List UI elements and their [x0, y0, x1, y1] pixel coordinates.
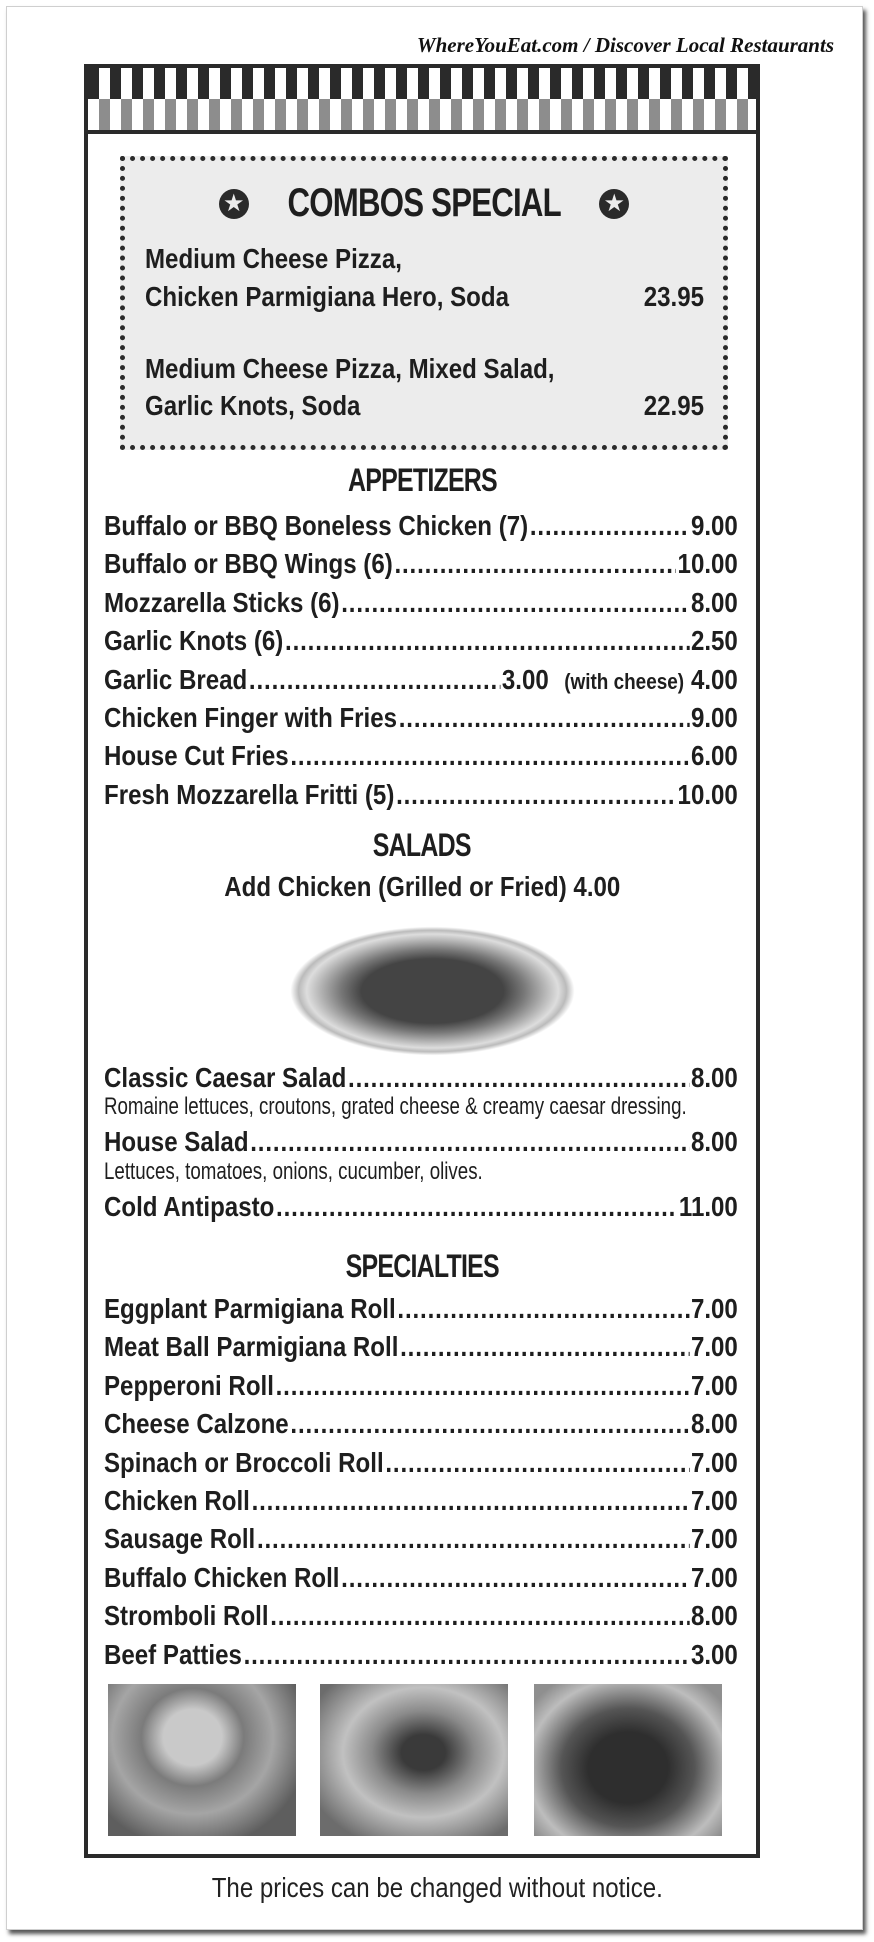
item-name: Mozzarella Sticks (6)	[104, 586, 340, 618]
item-price: 8.00	[690, 1600, 738, 1632]
combo-text: Chicken Parmigiana Hero, Soda	[145, 281, 509, 312]
salads-list	[104, 1059, 738, 1226]
item-price: 11.00	[678, 1190, 738, 1222]
item-name: Chicken Finger with Fries	[104, 701, 398, 733]
combo-1-line-1	[145, 243, 703, 275]
item-name: Cold Antipasto	[104, 1190, 275, 1222]
item-price: 8.00	[690, 586, 738, 618]
menu-item-row	[104, 507, 738, 545]
dot-leader	[249, 661, 500, 699]
menu-box	[84, 64, 760, 1858]
item-name: House Cut Fries	[104, 740, 289, 772]
dot-leader	[257, 1520, 689, 1558]
item-price: 2.50	[690, 625, 738, 657]
menu-item-row	[104, 1597, 738, 1635]
item-price: 8.00	[690, 1126, 738, 1158]
menu-item-row	[104, 584, 738, 622]
item-price-with-cheese: 4.00	[690, 663, 738, 695]
menu-item-row	[104, 1482, 738, 1520]
dot-leader	[397, 1290, 689, 1328]
dot-leader	[276, 1367, 690, 1405]
menu-item-row	[104, 776, 738, 814]
menu-item-row	[104, 1290, 738, 1328]
site-header: WhereYouEat.com / Discover Local Restaurants	[416, 33, 834, 57]
dot-leader	[244, 1636, 690, 1674]
menu-item-row	[104, 1636, 738, 1674]
item-name: House Salad	[104, 1126, 249, 1158]
combo-text: Medium Cheese Pizza,	[145, 243, 402, 274]
combos-title	[125, 181, 723, 226]
add-chicken-text: Add Chicken (Grilled or Fried) 4.00	[223, 871, 621, 902]
item-price: 7.00	[690, 1523, 738, 1555]
salad-photo	[289, 926, 576, 1056]
salads-heading	[88, 827, 756, 864]
combo-text: Garlic Knots, Soda	[145, 390, 361, 421]
star-icon: ★	[219, 189, 249, 219]
item-price: 9.00	[690, 510, 738, 541]
item-price: 6.00	[690, 740, 738, 772]
appetizers-heading	[88, 462, 756, 499]
dot-leader	[394, 545, 675, 583]
wings-photo	[534, 1684, 722, 1836]
item-note: (with cheese)	[564, 668, 685, 694]
item-name: Cheese Calzone	[104, 1408, 289, 1440]
menu-item-row	[104, 699, 738, 737]
dot-leader	[290, 1405, 689, 1443]
combo-2-line-2	[145, 390, 703, 422]
menu-item-row	[104, 545, 738, 583]
item-name: Garlic Bread	[104, 663, 248, 695]
item-name: Chicken Roll	[104, 1484, 250, 1516]
notice-text: The prices can be changed without notice.	[211, 1872, 663, 1903]
roll-photo	[320, 1684, 508, 1836]
item-name: Eggplant Parmigiana Roll	[104, 1293, 396, 1324]
menu-item-row	[104, 737, 738, 775]
item-price: 7.00	[690, 1446, 738, 1478]
dot-leader	[341, 1559, 689, 1597]
item-name: Stromboli Roll	[104, 1600, 269, 1632]
item-name: Buffalo or BBQ Wings (6)	[104, 548, 393, 580]
menu-item-row	[104, 1367, 738, 1405]
item-price: 3.00	[690, 1638, 738, 1670]
menu-item-row	[104, 622, 738, 660]
item-name: Classic Caesar Salad	[104, 1062, 347, 1093]
item-price: 10.00	[677, 548, 738, 580]
menu-item-row	[104, 1188, 738, 1226]
combo-1-line-2	[145, 281, 703, 313]
specialties-heading	[88, 1248, 756, 1285]
combos-title-text: COMBOS SPECIAL	[287, 181, 561, 225]
item-price: 8.00	[690, 1062, 738, 1093]
item-name: Garlic Knots (6)	[104, 625, 284, 657]
dot-leader	[399, 699, 689, 737]
combo-2-line-1	[145, 353, 703, 385]
dot-leader	[385, 1444, 689, 1482]
item-price: 7.00	[690, 1484, 738, 1516]
item-name: Beef Patties	[104, 1638, 242, 1670]
item-name: Buffalo or BBQ Boneless Chicken (7)	[104, 510, 529, 541]
menu-item-row	[104, 1123, 738, 1161]
item-name: Meat Ball Parmigiana Roll	[104, 1331, 399, 1363]
appetizers-list	[104, 507, 738, 814]
combos-special-box	[120, 156, 728, 450]
menu-item-row	[104, 1328, 738, 1366]
combo-text: Medium Cheese Pizza, Mixed Salad,	[145, 353, 555, 384]
dot-leader	[348, 1059, 689, 1097]
specialties-list	[104, 1290, 738, 1674]
dot-leader	[270, 1597, 689, 1635]
dot-leader	[250, 1123, 689, 1161]
item-name: Fresh Mozzarella Fritti (5)	[104, 778, 395, 810]
calzone-photo	[108, 1684, 296, 1836]
heading-text: SALADS	[373, 827, 471, 863]
menu-item-row	[104, 1059, 738, 1097]
item-price: 3.00	[501, 663, 549, 695]
item-description: Romaine lettuces, croutons, grated cheese & creamy caesar dressing.	[104, 1093, 687, 1121]
item-name: Sausage Roll	[104, 1523, 256, 1555]
item-name: Spinach or Broccoli Roll	[104, 1446, 384, 1478]
dot-leader	[400, 1328, 689, 1366]
item-name: Buffalo Chicken Roll	[104, 1561, 340, 1593]
menu-item-row	[104, 661, 738, 699]
menu-item-row	[104, 1559, 738, 1597]
item-price: 8.00	[690, 1408, 738, 1440]
heading-text: SPECIALTIES	[345, 1248, 499, 1284]
combo-price: 22.95	[643, 390, 704, 421]
item-price: 7.00	[690, 1369, 738, 1401]
checkered-border	[88, 68, 756, 134]
menu-item-row	[104, 1520, 738, 1558]
menu-item-row	[104, 1405, 738, 1443]
dot-leader	[276, 1188, 677, 1226]
item-price: 7.00	[690, 1293, 738, 1324]
dot-leader	[341, 584, 689, 622]
price-notice	[0, 1872, 874, 1904]
item-price: 7.00	[690, 1561, 738, 1593]
combo-price: 23.95	[643, 281, 704, 312]
item-name: Pepperoni Roll	[104, 1369, 274, 1401]
heading-text: APPETIZERS	[347, 462, 497, 498]
item-price: 7.00	[690, 1331, 738, 1363]
item-price: 9.00	[690, 701, 738, 733]
dot-leader	[252, 1482, 690, 1520]
dot-leader	[285, 622, 689, 660]
dot-leader	[290, 737, 689, 775]
dot-leader	[530, 507, 689, 545]
star-icon: ★	[599, 189, 629, 219]
salads-add-chicken	[88, 871, 756, 903]
item-description: Lettuces, tomatoes, onions, cucumber, olives.	[104, 1157, 483, 1185]
dot-leader	[396, 776, 676, 814]
item-price: 10.00	[677, 778, 738, 810]
menu-item-row	[104, 1444, 738, 1482]
